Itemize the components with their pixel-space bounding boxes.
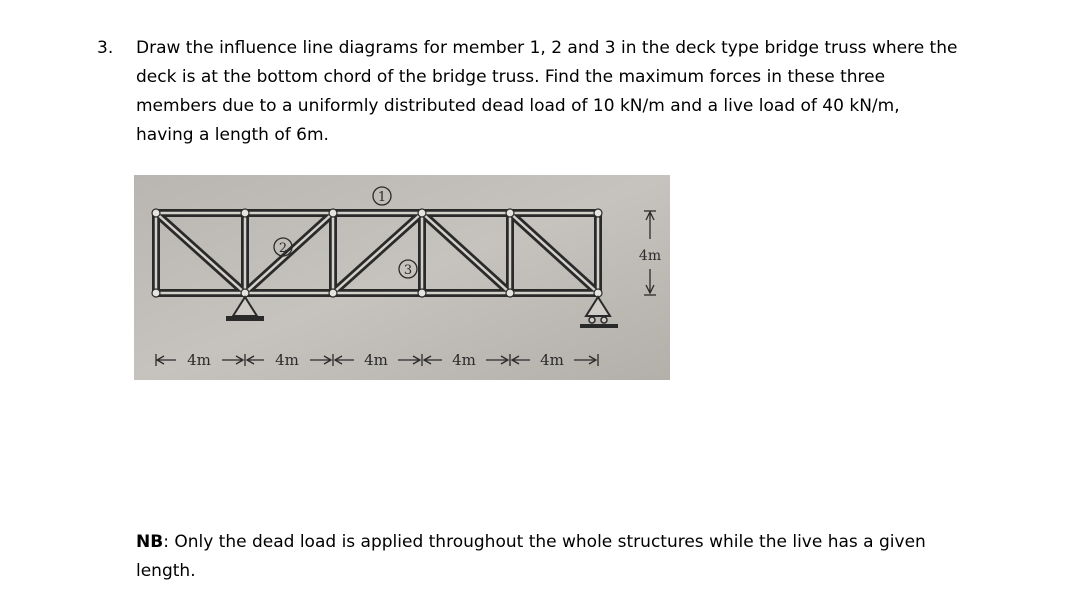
question-line: Draw the influence line diagrams for member 1, 2 and 3 in the deck type bridge truss where the bbox=[136, 38, 958, 58]
note bbox=[136, 528, 1016, 586]
note-line bbox=[136, 528, 1016, 557]
height-label: 4m bbox=[638, 248, 662, 264]
question-text bbox=[136, 34, 1016, 150]
question-line: having a length of 6m. bbox=[136, 125, 329, 145]
truss-diagram bbox=[134, 175, 670, 380]
note-line: length. bbox=[136, 561, 196, 581]
svg-text:3: 3 bbox=[403, 263, 413, 278]
svg-text:2: 2 bbox=[278, 241, 288, 256]
panel-length-label: 4m bbox=[540, 351, 564, 369]
panel-length-label: 4m bbox=[275, 351, 299, 369]
note-text: : Only the dead load is applied throughout the whole structures while the live has a given bbox=[163, 532, 926, 552]
note-label: NB bbox=[136, 532, 164, 552]
panel-length-label: 4m bbox=[452, 351, 476, 369]
photo-background bbox=[134, 175, 670, 380]
question-line: deck is at the bottom chord of the bridge truss. Find the maximum forces in these three bbox=[136, 67, 886, 87]
question-number: 3. bbox=[97, 38, 114, 58]
panel-length-label: 4m bbox=[364, 351, 388, 369]
svg-text:1: 1 bbox=[377, 190, 387, 205]
panel-length-label: 4m bbox=[187, 351, 211, 369]
truss-figure bbox=[134, 175, 670, 380]
question-line: members due to a uniformly distributed dead load of 10 kN/m and a live load of 40 kN/m, bbox=[136, 96, 900, 116]
